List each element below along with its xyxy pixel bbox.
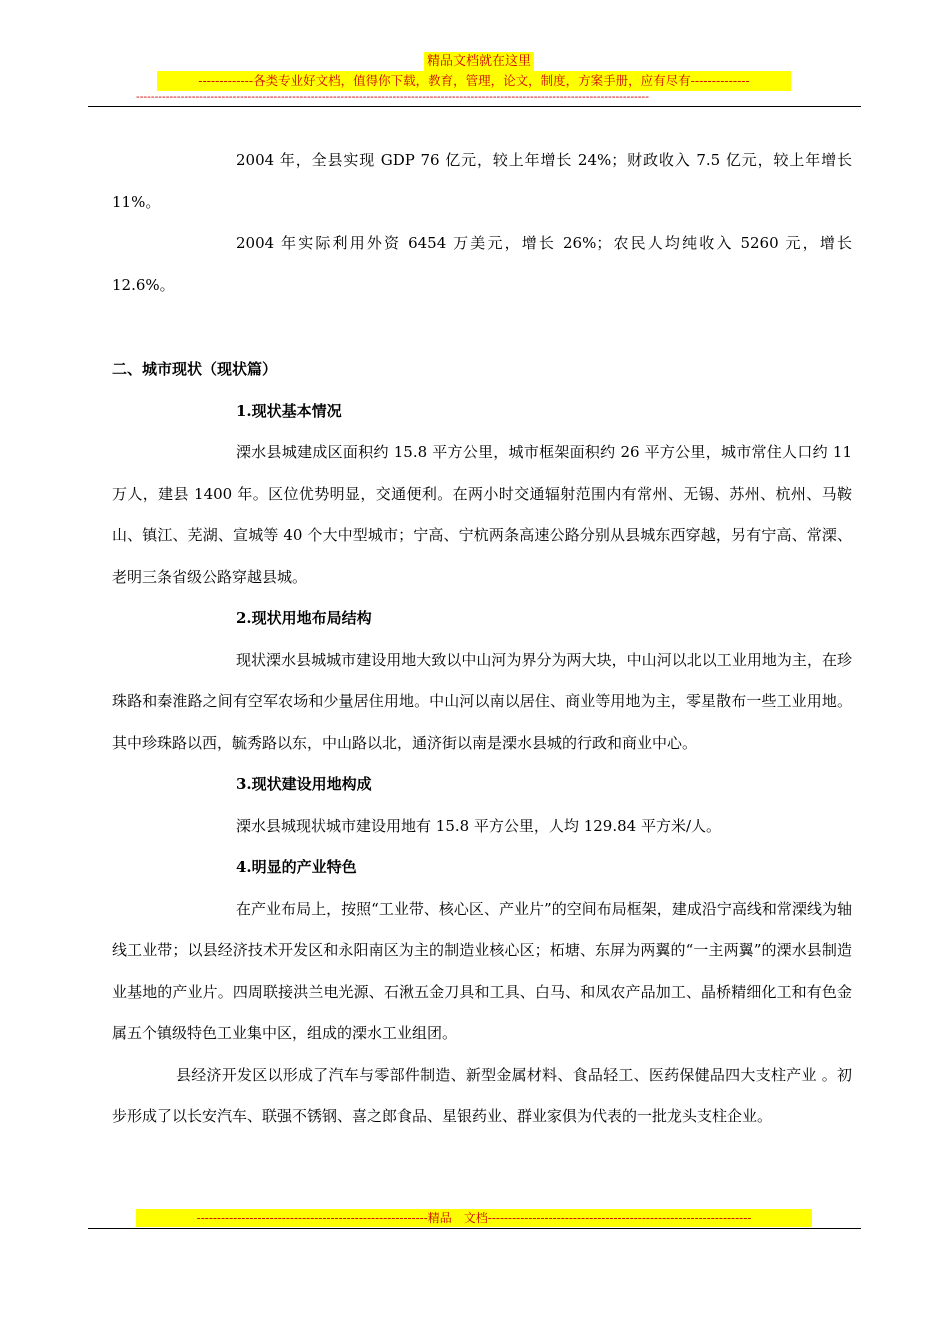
header-rule [88,106,861,107]
paragraph-landuse-layout: 现状溧水县城城市建设用地大致以中山河为界分为两大块，中山河以北以工业用地为主，在珍珠路和秦淮路之间有空军农场和少量居住用地。中山河以南以居住、商业等用地为主，零星散布一些工业用地。其中珍珠路以西，毓秀路以东，中山路以北，通济街以南是溧水县城的行政和商业中心。 [112,650,852,752]
paragraph-basic: 溧水县城建成区面积约 15.8 平方公里，城市框架面积约 26 平方公里，城市常住人口约 11 万人，建县 1400 年。区位优势明显，交通便利。在两小时交通辐射范围内有常州、无锡、苏州、杭州、马鞍山、镇江、芜湖、宣城等 40 个大中型城市；宁高、宁杭两条高速公路分别从县城东西穿越，另有宁高、常溧、老明三条省级公路穿越县城。 [112,443,852,586]
spacer [112,306,852,349]
footer-text: ---------------------------------------------------------精品 文档----------------------------------------------------------------- [136,1209,812,1227]
subheading-landuse-composition: 3.现状建设用地构成 [236,775,372,793]
footer-rule [88,1228,861,1229]
header-title: 精品文档就在这里 [424,52,534,72]
header-dashes: ------------------------------------------------------------------------------------------------------------------------------------------ [136,90,649,103]
paragraph-investment: 2004 年实际利用外资 6454 万美元，增长 26%；农民人均纯收入 5260 元，增长 12.6%。 [112,234,852,294]
paragraph-gdp: 2004 年，全县实现 GDP 76 亿元，较上年增长 24%；财政收入 7.5 亿元，较上年增长 11%。 [112,151,852,211]
section-title: 二、城市现状（现状篇） [112,360,278,378]
paragraph-pillar-industries: 县经济开发区以形成了汽车与零部件制造、新型金属材料、食品轻工、医药保健品四大支柱产业 。初步形成了以长安汽车、联强不锈钢、喜之郎食品、星银药业、群业家俱为代表的一批龙头支柱企业。 [112,1065,852,1125]
subheading-basic: 1.现状基本情况 [236,401,342,420]
document-body [112,140,852,1138]
subheading-landuse-layout: 2.现状用地布局结构 [236,609,372,627]
subheading-industry: 4.明显的产业特色 [236,858,357,876]
header-tagline: -------------各类专业好文档，值得你下载，教育，管理，论文，制度，方案手册，应有尽有-------------- [157,71,791,91]
paragraph-industry-layout: 在产业布局上，按照“工业带、核心区、产业片”的空间布局框架，建成沿宁高线和常溧线为轴线工业带；以县经济技术开发区和永阳南区为主的制造业核心区；柘塘、东屏为两翼的“一主两翼”的溧水县制造业基地的产业片。四周联接洪兰电光源、石湫五金刀具和工具、白马、和凤农产品加工、晶桥精细化工和有色金属五个镇级特色工业集中区，组成的溧水工业组团。 [112,899,852,1042]
paragraph-landuse-composition: 溧水县城现状城市建设用地有 15.8 平方公里，人均 129.84 平方米/人。 [236,816,722,835]
